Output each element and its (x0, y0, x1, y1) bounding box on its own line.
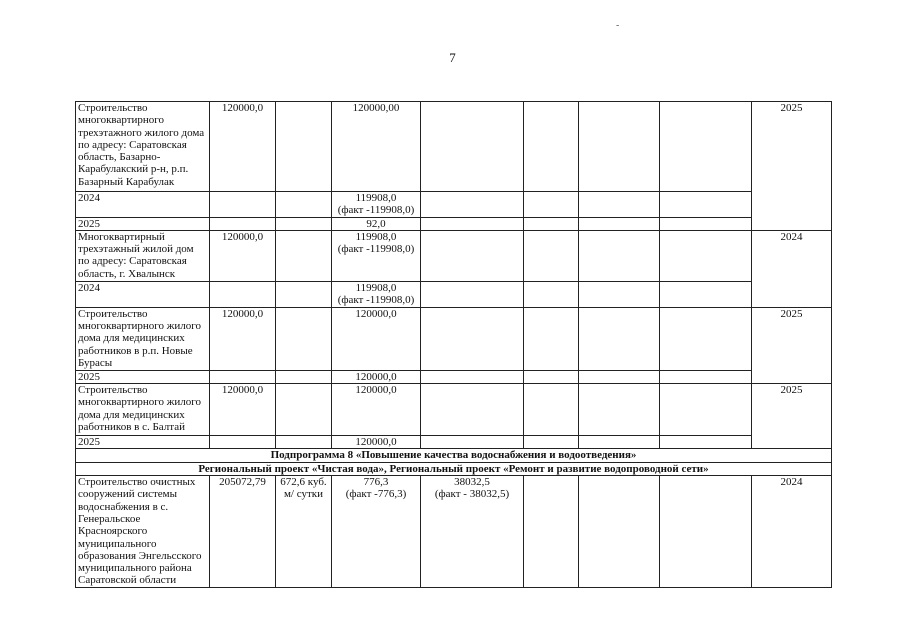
project-name: Строительство очистных сооружений системы водоснабжения в с. Генеральское Красноярского муниципального образования Энгельсского муниципального района Саратовской области (76, 476, 210, 588)
year-label: 2025 (76, 370, 210, 383)
empty-cell (524, 436, 579, 449)
empty-cell (524, 307, 579, 370)
empty-cell (276, 281, 332, 307)
table-row (76, 281, 832, 307)
amount-cell: 120000,0 (332, 436, 421, 449)
year-cell: 2025 (752, 102, 832, 231)
empty-cell (579, 102, 660, 192)
amount-cell (332, 230, 421, 281)
empty-cell (210, 192, 276, 218)
empty-cell (421, 230, 524, 281)
year-cell: 2025 (752, 307, 832, 383)
empty-cell (579, 476, 660, 588)
amount-cell (332, 281, 421, 307)
empty-cell (276, 217, 332, 230)
fact-value: (факт -776,3) (345, 488, 407, 501)
amount-cell (332, 476, 421, 588)
table-row (76, 449, 832, 462)
project-name: Строительство многоквартирного трехэтажного жилого дома по адресу: Саратовская область, Базарно-Карабулакский р-н, р.п. Базарный Карабулак (76, 102, 210, 192)
amount-cell (421, 476, 524, 588)
empty-cell (421, 370, 524, 383)
amount-value: 38032,5 (454, 476, 490, 489)
empty-cell (660, 217, 752, 230)
empty-cell (276, 102, 332, 192)
table-row (76, 370, 832, 383)
year-cell: 2024 (752, 476, 832, 588)
amount-value: 119908,0 (355, 192, 397, 204)
amount-cell: 120000,00 (332, 102, 421, 192)
amount-value: 776,3 (363, 476, 389, 489)
project-name: Строительство многоквартирного жилого дома для медицинских работников в с. Балтай (76, 384, 210, 436)
capacity-cell: 672,6 куб. м/ сутки (276, 476, 332, 588)
empty-cell (579, 370, 660, 383)
empty-cell (524, 384, 579, 436)
empty-cell (660, 476, 752, 588)
empty-cell (276, 230, 332, 281)
table-row (76, 102, 832, 192)
year-cell: 2025 (752, 384, 832, 449)
empty-cell (660, 192, 752, 218)
fact-value: (факт -119908,0) (337, 294, 415, 307)
year-label: 2025 (76, 436, 210, 449)
amount-value: 119908,0 (355, 230, 397, 243)
table-row (76, 230, 832, 281)
empty-cell (660, 102, 752, 192)
project-cost: 120000,0 (210, 384, 276, 436)
empty-cell (421, 192, 524, 218)
empty-cell (579, 230, 660, 281)
empty-cell (579, 281, 660, 307)
empty-cell (579, 436, 660, 449)
amount-cell: 92,0 (332, 217, 421, 230)
subprogram-header: Подпрограмма 8 «Повышение качества водоснабжения и водоотведения» (76, 449, 832, 462)
year-cell: 2024 (752, 230, 832, 307)
table-row (76, 462, 832, 475)
empty-cell (421, 102, 524, 192)
investment-table (75, 101, 832, 588)
empty-cell (524, 217, 579, 230)
project-cost: 120000,0 (210, 230, 276, 281)
fact-value: (факт -119908,0) (337, 243, 415, 256)
amount-cell: 120000,0 (332, 307, 421, 370)
empty-cell (421, 217, 524, 230)
empty-cell (660, 281, 752, 307)
empty-cell (421, 384, 524, 436)
empty-cell (660, 307, 752, 370)
empty-cell (660, 384, 752, 436)
project-name: Строительство многоквартирного жилого дома для медицинских работников в р.п. Новые Бурасы (76, 307, 210, 370)
empty-cell (421, 436, 524, 449)
empty-cell (421, 281, 524, 307)
empty-cell (579, 192, 660, 218)
empty-cell (660, 370, 752, 383)
empty-cell (276, 307, 332, 370)
table-row (76, 476, 832, 588)
empty-cell (276, 384, 332, 436)
empty-cell (524, 476, 579, 588)
scan-mark: - (616, 20, 620, 31)
empty-cell (660, 230, 752, 281)
table-row (76, 436, 832, 449)
empty-cell (579, 217, 660, 230)
regional-project-header: Региональный проект «Чистая вода», Региональный проект «Ремонт и развитие водопроводной сети» (76, 462, 832, 475)
project-cost: 120000,0 (210, 102, 276, 192)
empty-cell (210, 370, 276, 383)
empty-cell (524, 102, 579, 192)
empty-cell (276, 370, 332, 383)
fact-value: (факт -119908,0) (337, 204, 415, 217)
project-name: Многоквартирный трехэтажный жилой дом по адресу: Саратовская область, г. Хвалынск (76, 230, 210, 281)
empty-cell (524, 281, 579, 307)
empty-cell (579, 384, 660, 436)
empty-cell (210, 281, 276, 307)
table-row (76, 192, 832, 218)
project-cost: 120000,0 (210, 307, 276, 370)
empty-cell (524, 370, 579, 383)
empty-cell (524, 192, 579, 218)
page-number: 7 (449, 50, 456, 65)
amount-cell: 120000,0 (332, 384, 421, 436)
amount-cell (332, 192, 421, 218)
empty-cell (210, 436, 276, 449)
table-row (76, 217, 832, 230)
empty-cell (276, 436, 332, 449)
table-row (76, 307, 832, 370)
amount-value: 119908,0 (355, 281, 397, 294)
table-row (76, 384, 832, 436)
empty-cell (276, 192, 332, 218)
year-label: 2025 (76, 217, 210, 230)
fact-value: (факт - 38032,5) (434, 488, 510, 501)
empty-cell (421, 307, 524, 370)
project-cost: 205072,79 (210, 476, 276, 588)
year-label: 2024 (76, 281, 210, 307)
year-label: 2024 (76, 192, 210, 218)
empty-cell (660, 436, 752, 449)
amount-cell: 120000,0 (332, 370, 421, 383)
empty-cell (579, 307, 660, 370)
empty-cell (210, 217, 276, 230)
empty-cell (524, 230, 579, 281)
